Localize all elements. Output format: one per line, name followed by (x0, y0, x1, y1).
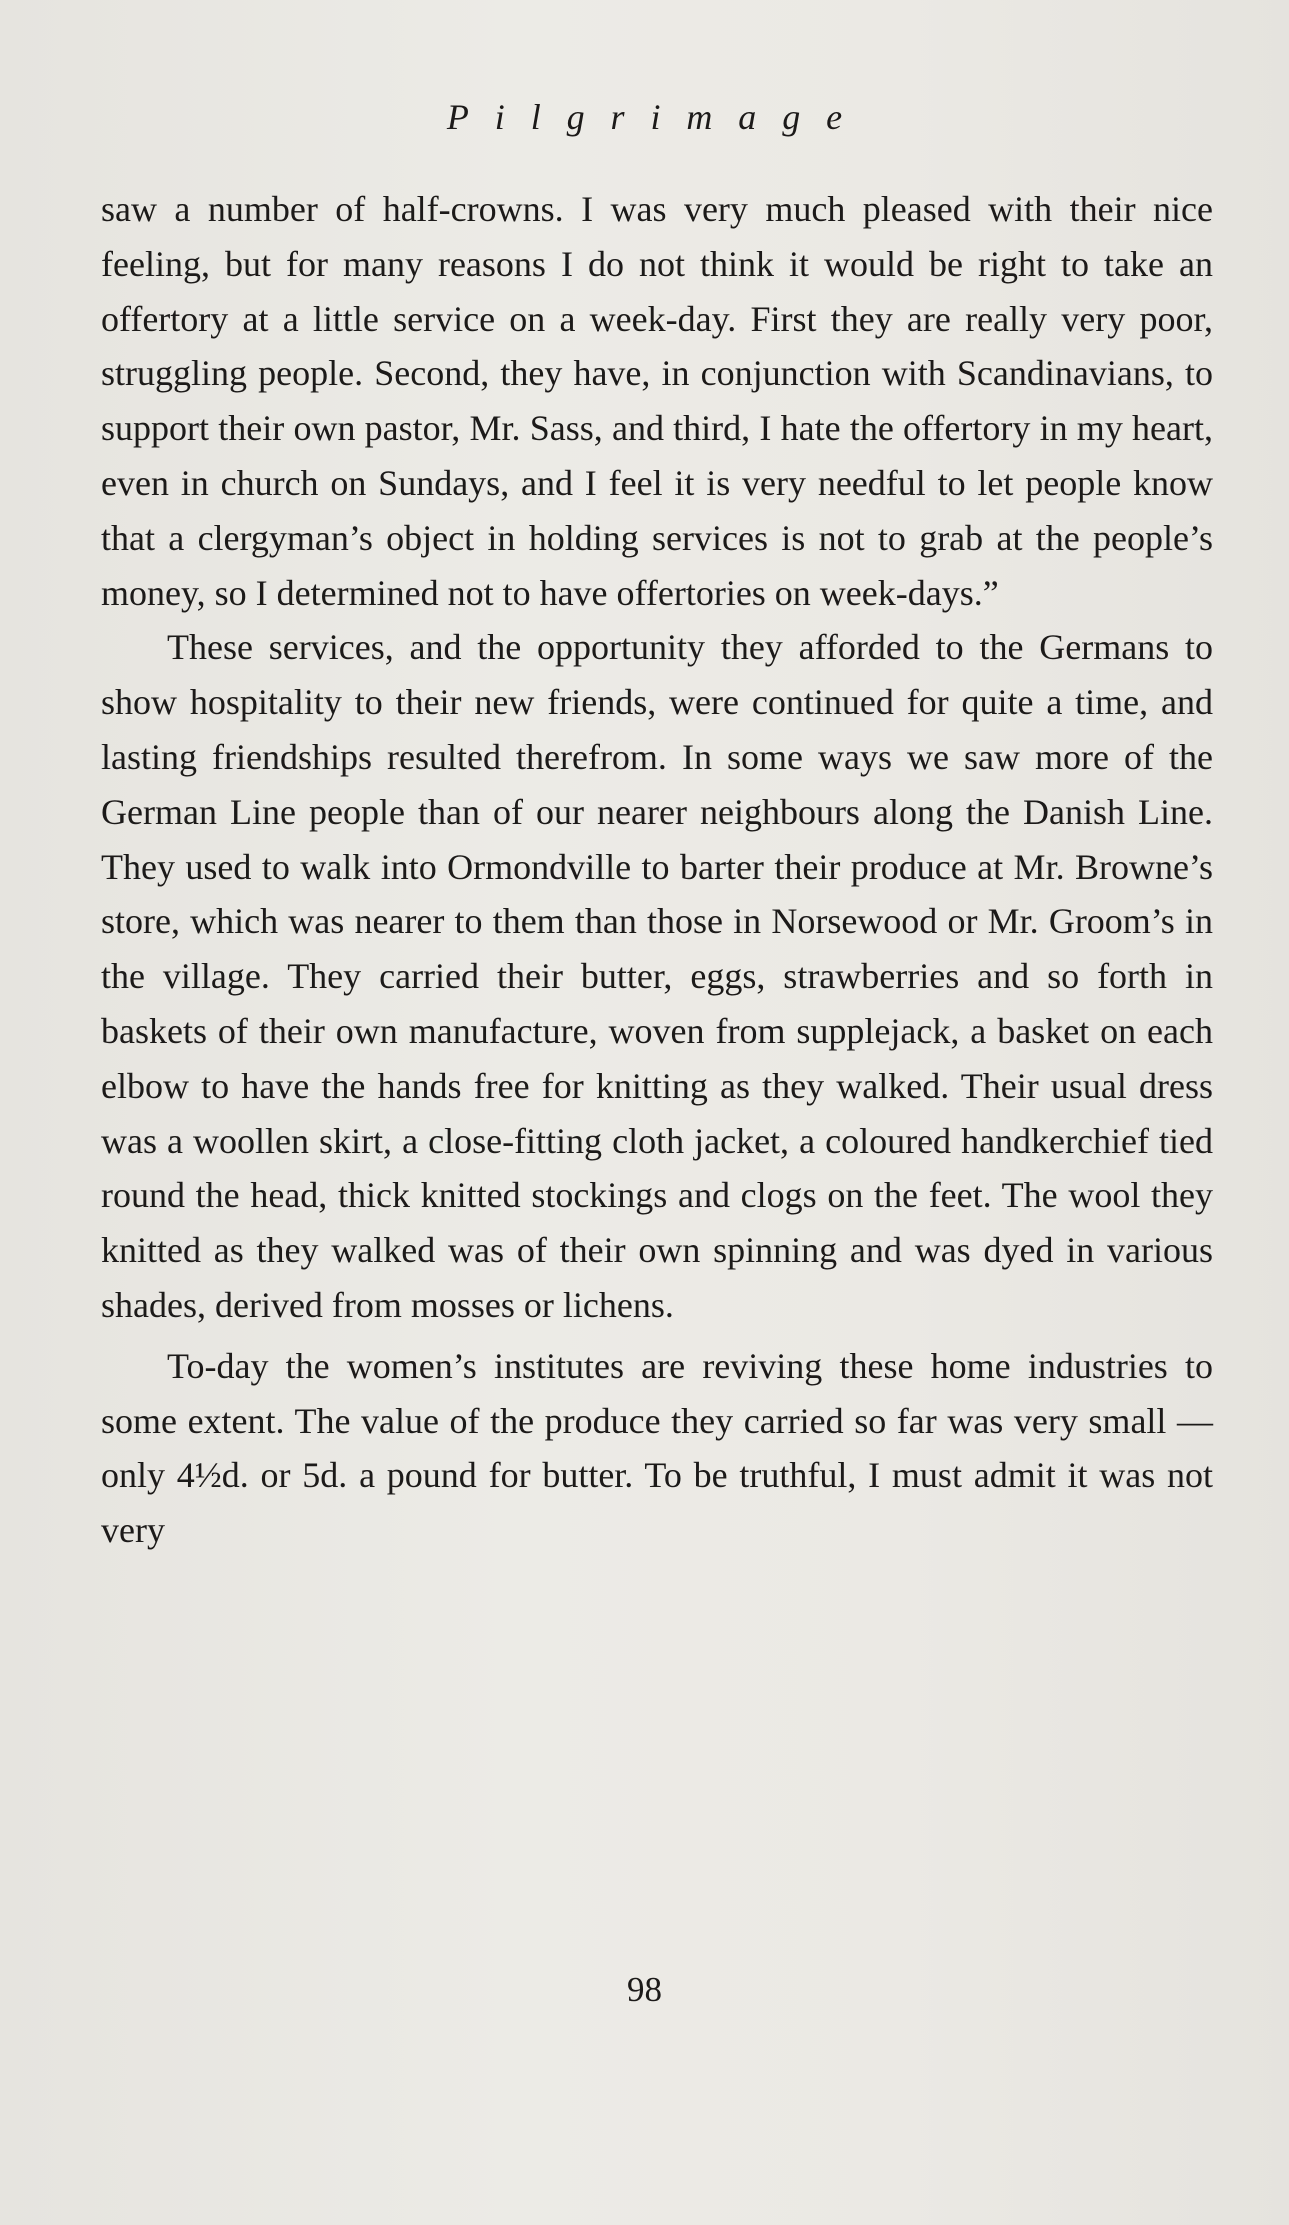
body-text (101, 182, 1213, 1558)
running-head: Pilgrimage (446, 97, 869, 137)
paragraph-institutes: To-day the women’s institutes are reviving these home industries to some extent. The value of the produce they carried so far was very small — only 4½d. or 5d. a pound for butter. To be truthful, I must admit it was not very (101, 1345, 1213, 1551)
paragraph-services: These services, and the opportunity they afforded to the Germans to show hospitality to their new friends, were continued for quite a time, and lasting friendships resulted therefrom. In some ways we saw more of the German Line people than of our nearer neighbours along the Danish Line. They used to walk into Ormondville to barter their produce at Mr. Browne’s store, which was nearer to them than those in Norsewood or Mr. Groom’s in the village. They carried their butter, eggs, strawberries and so forth in baskets of their own manufacture, woven from supplejack, a basket on each elbow to have the hands free for knitting as they walked. Their usual dress was a woollen skirt, a close-fitting cloth jacket, a coloured handkerchief tied round the head, thick knitted stockings and clogs on the feet. The wool they knitted as they walked was of their own spinning and was dyed in various shades, derived from mosses or lichens. (101, 627, 1213, 1325)
paragraph-continued: saw a number of half-crowns. I was very much pleased with their nice feeling, but for many reasons I do not think it would be right to take an offertory at a little service on a week-day. First they are really very poor, struggling people. Second, they have, in conjunction with Scandinavians, to support their own pastor, Mr. Sass, and third, I hate the offertory in my heart, even in church on Sundays, and I feel it is very needful to let people know that a clergyman’s object in holding services is not to grab at the people’s money, so I determined not to have offertories on week-days.” (101, 189, 1213, 613)
page-number: 98 (627, 1970, 662, 2009)
